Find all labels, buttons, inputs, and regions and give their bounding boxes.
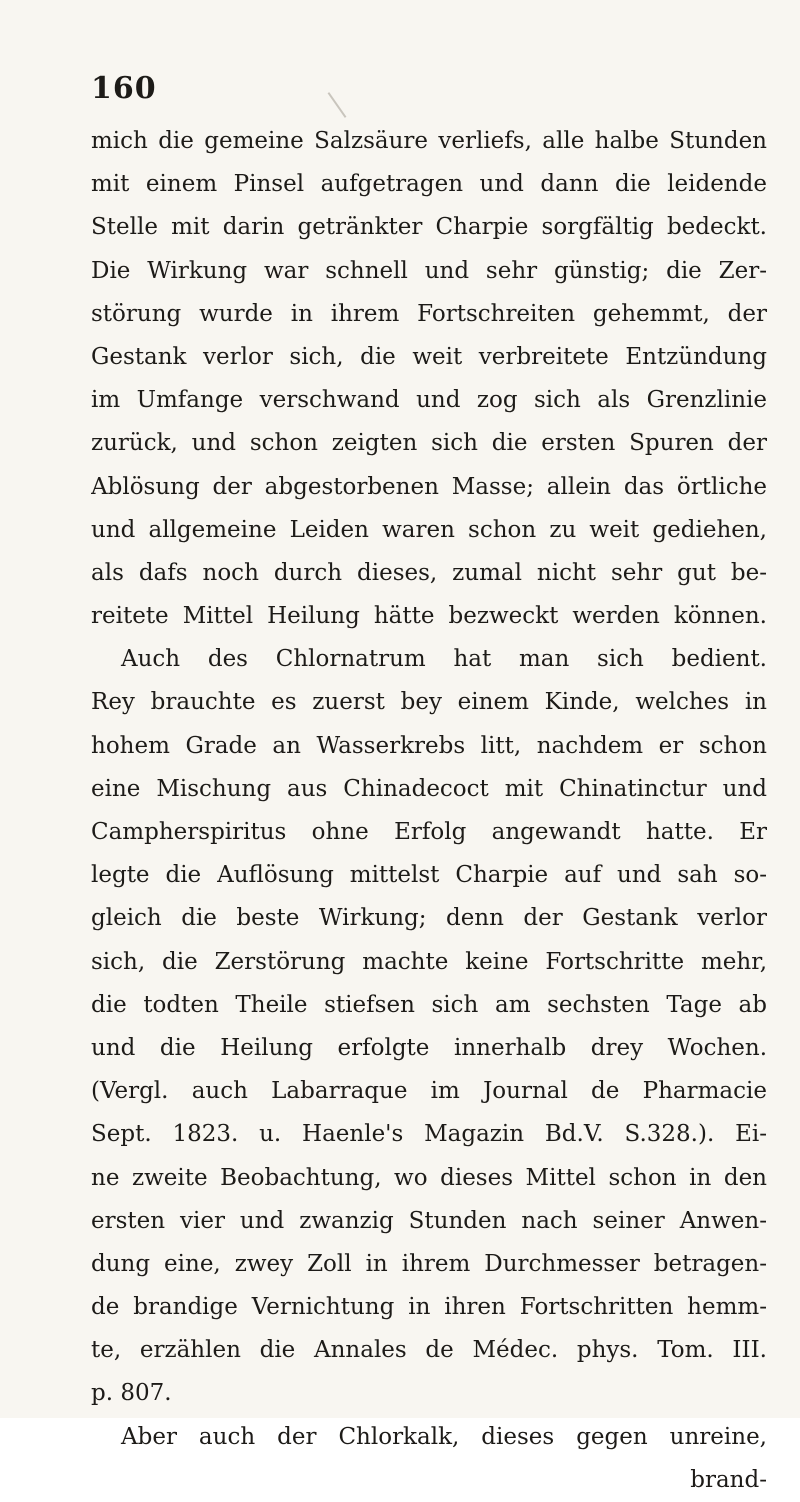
text-line: (Vergl. auch Labarraque im Journal de Pharmacie	[91, 1078, 767, 1105]
page-number: 160	[91, 71, 157, 106]
text-line: dung eine, zwey Zoll in ihrem Durchmesser betragen-	[91, 1250, 767, 1277]
paragraph-start-line: Auch des Chlornatrum hat man sich bedient.	[121, 646, 767, 673]
text-line: im Umfange verschwand und zog sich als Grenzlinie	[91, 387, 767, 414]
text-line: legte die Auflösung mittelst Charpie auf und sah so-	[91, 862, 767, 889]
text-line: Gestank verlor sich, die weit verbreitete Entzündung	[91, 343, 767, 370]
text-line: Rey brauchte es zuerst bey einem Kinde, welches in	[91, 689, 767, 716]
text-line: ne zweite Beobachtung, wo dieses Mittel schon in den	[91, 1164, 767, 1191]
text-line: als dafs noch durch dieses, zumal nicht sehr gut be-	[91, 559, 767, 586]
text-line: p. 807.	[91, 1380, 172, 1407]
text-line: sich, die Zerstörung machte keine Fortschritte mehr,	[91, 948, 767, 975]
text-line: störung wurde in ihrem Fortschreiten gehemmt, der	[91, 300, 767, 327]
text-line: Ablösung der abgestorbenen Masse; allein das örtliche	[91, 473, 767, 500]
text-line: Campherspiritus ohne Erfolg angewandt hatte. Er	[91, 819, 767, 845]
text-line: Sept. 1823. u. Haenle's Magazin Bd.V. S.328.). Ei-	[91, 1121, 767, 1148]
text-line: te, erzählen die Annales de Médec. phys. Tom. III.	[91, 1337, 767, 1364]
text-line: eine Mischung aus Chinadecoct mit Chinatinctur und	[91, 775, 767, 802]
text-line: die todten Theile stiefsen sich am sechsten Tage ab	[91, 991, 767, 1018]
text-line: Stelle mit darin getränkter Charpie sorgfältig bedeckt.	[91, 214, 767, 241]
text-line: und die Heilung erfolgte innerhalb drey Wochen.	[91, 1034, 767, 1061]
text-line: Die Wirkung war schnell und sehr günstig; die Zer-	[91, 257, 767, 284]
paragraph-start-line: Aber auch der Chlorkalk, dieses gegen unreine,	[121, 1423, 767, 1450]
text-line: mit einem Pinsel aufgetragen und dann die leidende	[91, 171, 767, 198]
text-line: gleich die beste Wirkung; denn der Gestank verlor	[91, 905, 767, 932]
body-text	[91, 120, 767, 1502]
text-line: de brandige Vernichtung in ihren Fortschritten hemm-	[91, 1294, 767, 1321]
text-line: ersten vier und zwanzig Stunden nach seiner Anwen-	[91, 1207, 767, 1234]
text-line: reitete Mittel Heilung hätte bezweckt werden können.	[91, 603, 767, 630]
text-line: hohem Grade an Wasserkrebs litt, nachdem er schon	[91, 732, 767, 759]
text-line: mich die gemeine Salzsäure verliefs, alle halbe Stunden	[91, 128, 767, 154]
text-line: zurück, und schon zeigten sich die ersten Spuren der	[91, 430, 767, 457]
catchword-line: brand-	[690, 1466, 767, 1493]
page-smudge	[328, 92, 347, 118]
text-line: und allgemeine Leiden waren schon zu weit gediehen,	[91, 516, 767, 543]
